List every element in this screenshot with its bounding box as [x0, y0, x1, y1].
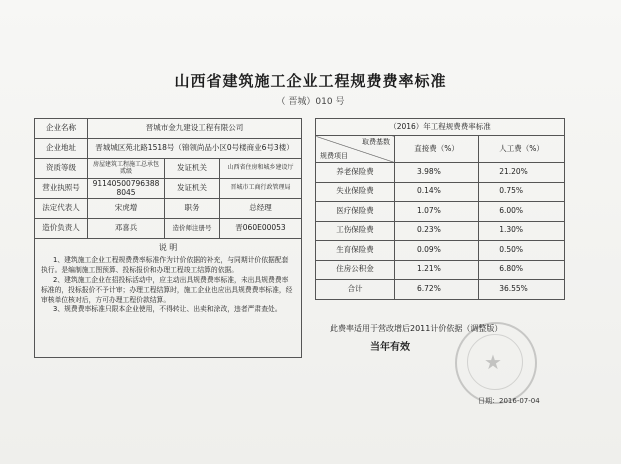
rate-total-direct: 6.72%: [395, 280, 479, 300]
document-number: （ 晋城）010 号: [276, 97, 345, 107]
notes-heading: 说 明: [158, 243, 178, 252]
table-row: [35, 199, 302, 219]
legal-rep-value: 宋虎增: [88, 199, 165, 219]
star-icon: ★: [484, 350, 502, 374]
table-row: [35, 219, 302, 239]
table-row: [316, 241, 565, 261]
table-row: [316, 119, 565, 136]
document-title: 山西省建筑施工企业工程规费费率标准: [174, 72, 447, 90]
table-row: [35, 119, 302, 139]
rate-labor: 0.50%: [479, 241, 565, 261]
diag-bottom-label: 规费项目: [320, 151, 348, 160]
table-row: [316, 202, 565, 222]
qualification-issuer-value: 山西省住房和城乡建设厅: [220, 159, 302, 179]
rate-item: 医疗保险费: [316, 202, 395, 222]
column-header-direct: 直接费（%）: [395, 136, 479, 163]
rates-table: [315, 118, 565, 300]
rate-direct: 0.09%: [395, 241, 479, 261]
table-row: [316, 163, 565, 183]
validity-text: 当年有效: [370, 342, 410, 353]
legal-rep-label: 法定代表人: [35, 199, 88, 219]
rate-item: 工伤保险费: [316, 221, 395, 241]
company-info-table: [34, 118, 302, 358]
table-row: [316, 221, 565, 241]
table-row: [35, 239, 302, 358]
rate-labor: 1.30%: [479, 221, 565, 241]
rate-direct: 1.21%: [395, 260, 479, 280]
rate-direct: 0.23%: [395, 221, 479, 241]
official-seal-stamp: [455, 322, 537, 404]
table-row: [316, 280, 565, 300]
issue-date: 日期：2016-07-04: [478, 397, 540, 405]
qualification-label: 资质等级: [35, 159, 88, 179]
license-issuer-value: 晋城市工商行政管理局: [220, 179, 302, 199]
note-item: 3、规费费率标准只限本企业使用，不得转让、出卖和涂改，违者严肃查处。: [53, 305, 282, 314]
column-header-labor: 人工费（%）: [479, 136, 565, 163]
diag-top-label: 取费基数: [362, 138, 390, 146]
rate-item: 养老保险费: [316, 163, 395, 183]
table-row: [35, 159, 302, 179]
cost-manager-value: 邓喜兵: [88, 219, 165, 239]
rate-total-labor: 36.55%: [479, 280, 565, 300]
table-row: [316, 136, 565, 163]
rate-direct: 1.07%: [395, 202, 479, 222]
rate-item: 生育保险费: [316, 241, 395, 261]
notes-section: [35, 239, 302, 358]
rate-labor: 6.80%: [479, 260, 565, 280]
applicability-remark: 此费率适用于营改增后2011计价依据（调整版）: [330, 324, 503, 333]
table-row: [35, 179, 302, 199]
rate-labor: 21.20%: [479, 163, 565, 183]
rate-labor: 0.75%: [479, 182, 565, 202]
rate-item: 失业保险费: [316, 182, 395, 202]
rate-direct: 0.14%: [395, 182, 479, 202]
rate-direct: 3.98%: [395, 163, 479, 183]
table-row: [35, 139, 302, 159]
post-label: 职务: [165, 199, 220, 219]
qualification-issuer-label: 发证机关: [165, 159, 220, 179]
post-value: 总经理: [220, 199, 302, 219]
cost-manager-label: 造价负责人: [35, 219, 88, 239]
rate-labor: 6.00%: [479, 202, 565, 222]
license-value: 91140500796388 8045: [88, 179, 165, 199]
rates-table-title: （2016）年工程规费费率标准: [316, 119, 565, 136]
note-item: 1、建筑施工企业工程规费费率标准作为计价依据的补充，与同期计价依据配套执行。是编制施工图预算、投标报价和办理工程竣工结算的依据。: [41, 256, 289, 275]
diagonal-header-cell: [316, 136, 395, 163]
table-row: [316, 182, 565, 202]
company-name-value: 晋城市金九建设工程有限公司: [88, 119, 302, 139]
qualification-value: 房屋建筑工程施工总承包贰级: [88, 159, 165, 179]
table-row: [316, 260, 565, 280]
rate-item: 住房公积金: [316, 260, 395, 280]
rate-total-label: 合计: [316, 280, 395, 300]
note-item: 2、建筑施工企业在招投标活动中，应主动出具规费费率标准，未出具规费费率标准的，投标报价不予计审；办理工程结算时，施工企业也应出具规费费率标准，经审核单位核对后，方可办理工程价款结算。: [41, 275, 293, 304]
registration-label: 造价师注册号: [165, 219, 220, 239]
company-address-label: 企业地址: [35, 139, 88, 159]
license-label: 营业执照号: [35, 179, 88, 199]
company-address-value: 晋城城区苑北路1518号（锦领尚品小区0号楼商业6号3楼）: [88, 139, 302, 159]
license-issuer-label: 发证机关: [165, 179, 220, 199]
company-name-label: 企业名称: [35, 119, 88, 139]
registration-value: 晋060E00053: [220, 219, 302, 239]
